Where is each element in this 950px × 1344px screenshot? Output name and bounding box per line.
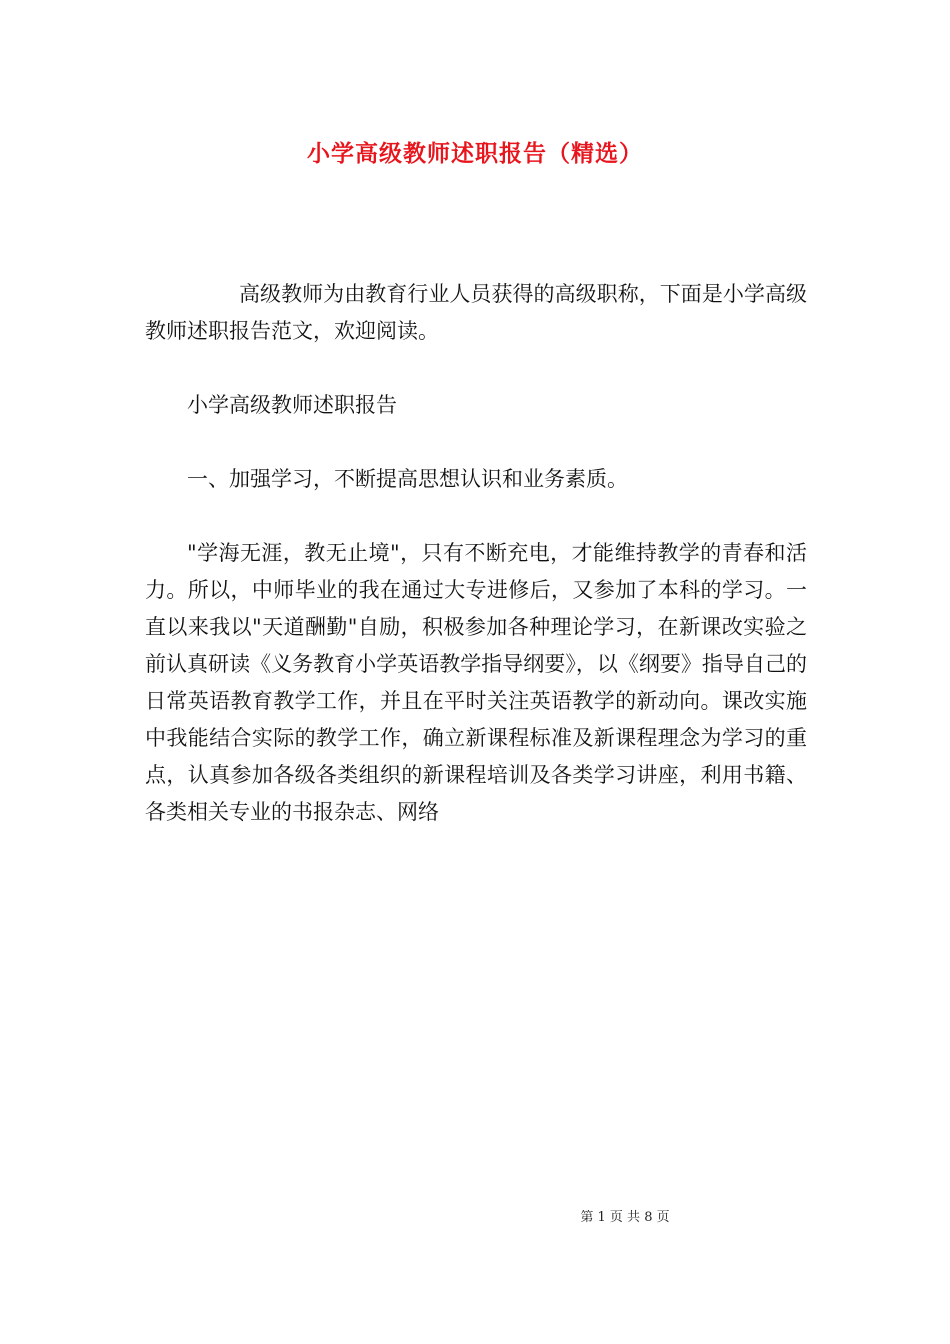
- intro-paragraph: 高级教师为由教育行业人员获得的高级职称，下面是小学高级教师述职报告范文，欢迎阅读。: [145, 282, 807, 343]
- body-paragraph: "学海无涯，教无止境"，只有不断充电，才能维持教学的青春和活力。所以，中师毕业的我在通过大专进修后，又参加了本科的学习。一直以来我以"天道酬勤"自励，积极参加各种理论学习，在新课改实验之前认真研读《义务教育小学英语教学指导纲要》，以《纲要》指导自己的日常英语教育教学工作，并且在平时关注英语教学的新动向。课改实施中我能结合实际的教学工作，确立新课程标准及新课程理念为学习的重点，认真参加各级各类组织的新课程培训及各类学习讲座，利用书籍、各类相关专业的书报杂志、网络: [145, 541, 807, 824]
- document-body: [145, 276, 807, 868]
- section-heading-1: 一、加强学习，不断提高思想认识和业务素质。: [187, 467, 628, 491]
- document-title: 小学高级教师述职报告（精选）: [307, 140, 643, 167]
- page-number-footer: 第 1 页 共 8 页: [580, 1210, 670, 1225]
- report-heading: 小学高级教师述职报告: [187, 393, 397, 417]
